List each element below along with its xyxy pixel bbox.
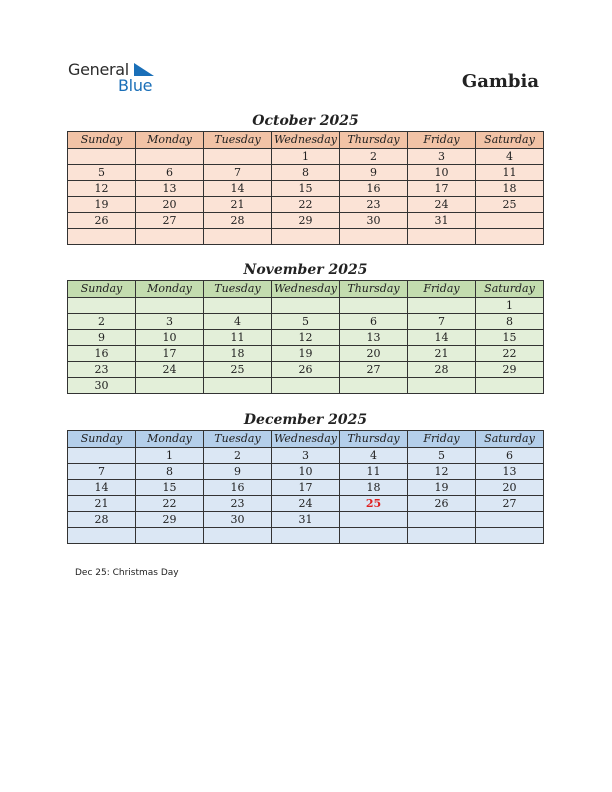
weekday-header: Wednesday (272, 431, 340, 448)
weekday-header: Tuesday (204, 132, 272, 149)
day-cell: 21 (204, 197, 272, 213)
country-title: Gambia (461, 71, 539, 92)
week-row (68, 181, 544, 197)
day-cell: 23 (68, 362, 136, 378)
day-cell: 17 (408, 181, 476, 197)
day-cell: 14 (68, 480, 136, 496)
day-cell: 20 (476, 480, 544, 496)
month-title: December 2025 (243, 412, 368, 428)
day-cell: 23 (340, 197, 408, 213)
day-cell (136, 298, 204, 314)
day-cell: 15 (136, 480, 204, 496)
week-row (68, 512, 544, 528)
day-cell: 1 (272, 149, 340, 165)
day-cell (204, 229, 272, 245)
week-row (68, 362, 544, 378)
weekday-header: Wednesday (272, 132, 340, 149)
day-cell: 13 (476, 464, 544, 480)
day-cell: 20 (136, 197, 204, 213)
day-cell: 10 (272, 464, 340, 480)
day-cell (408, 229, 476, 245)
day-cell: 22 (476, 346, 544, 362)
day-cell: 6 (136, 165, 204, 181)
day-cell: 18 (340, 480, 408, 496)
day-cell: 8 (272, 165, 340, 181)
day-cell: 15 (476, 330, 544, 346)
day-cell: 4 (476, 149, 544, 165)
brand-name-general: General (68, 60, 129, 79)
day-cell (68, 149, 136, 165)
weekday-header-row (68, 132, 544, 149)
weekday-header: Friday (408, 281, 476, 298)
day-cell (136, 528, 204, 544)
weekday-header: Friday (408, 431, 476, 448)
day-cell: 1 (476, 298, 544, 314)
day-cell: 5 (68, 165, 136, 181)
weekday-header: Thursday (340, 431, 408, 448)
day-cell: 31 (408, 213, 476, 229)
calendar-grid (67, 430, 544, 544)
day-cell (68, 448, 136, 464)
day-cell: 19 (408, 480, 476, 496)
brand-name-blue: Blue (118, 76, 153, 95)
day-cell (340, 229, 408, 245)
day-cell: 28 (68, 512, 136, 528)
day-cell: 26 (272, 362, 340, 378)
day-cell: 30 (204, 512, 272, 528)
holiday-note: Dec 25: Christmas Day (75, 568, 179, 578)
day-cell (204, 378, 272, 394)
day-cell (408, 512, 476, 528)
day-cell (204, 149, 272, 165)
day-cell: 2 (68, 314, 136, 330)
day-cell: 28 (408, 362, 476, 378)
month-title: November 2025 (243, 262, 368, 278)
day-cell: 26 (68, 213, 136, 229)
weekday-header: Sunday (68, 281, 136, 298)
day-cell (476, 528, 544, 544)
day-cell (408, 528, 476, 544)
day-cell: 6 (476, 448, 544, 464)
weekday-header: Wednesday (272, 281, 340, 298)
day-cell (408, 378, 476, 394)
calendar-grid (67, 280, 544, 394)
week-row (68, 298, 544, 314)
day-cell: 24 (136, 362, 204, 378)
weekday-header: Sunday (68, 431, 136, 448)
weekday-header-row (68, 281, 544, 298)
day-cell: 22 (136, 496, 204, 512)
day-cell (136, 149, 204, 165)
day-cell (408, 298, 476, 314)
day-cell: 21 (68, 496, 136, 512)
week-row (68, 229, 544, 245)
day-cell: 7 (408, 314, 476, 330)
day-cell (272, 298, 340, 314)
day-cell: 10 (136, 330, 204, 346)
day-cell: 13 (136, 181, 204, 197)
day-cell: 11 (476, 165, 544, 181)
day-cell: 14 (408, 330, 476, 346)
weekday-header: Saturday (476, 132, 544, 149)
day-cell: 26 (408, 496, 476, 512)
day-cell (340, 512, 408, 528)
day-cell: 6 (340, 314, 408, 330)
day-cell: 22 (272, 197, 340, 213)
day-cell (272, 378, 340, 394)
day-cell: 16 (204, 480, 272, 496)
week-row (68, 464, 544, 480)
week-row (68, 496, 544, 512)
day-cell (476, 378, 544, 394)
day-cell (68, 298, 136, 314)
day-cell: 7 (204, 165, 272, 181)
day-cell: 25 (476, 197, 544, 213)
day-cell: 18 (476, 181, 544, 197)
day-cell: 28 (204, 213, 272, 229)
day-cell: 11 (340, 464, 408, 480)
day-cell: 12 (68, 181, 136, 197)
day-cell: 17 (136, 346, 204, 362)
month-title: October 2025 (252, 113, 359, 129)
week-row (68, 448, 544, 464)
month-november (67, 260, 544, 394)
weekday-header: Thursday (340, 132, 408, 149)
day-cell: 24 (408, 197, 476, 213)
calendar-body (68, 448, 544, 544)
day-cell: 3 (408, 149, 476, 165)
day-cell: 2 (204, 448, 272, 464)
day-cell: 4 (340, 448, 408, 464)
day-cell (272, 528, 340, 544)
week-row (68, 213, 544, 229)
day-cell (136, 229, 204, 245)
weekday-header: Monday (136, 281, 204, 298)
week-row (68, 480, 544, 496)
day-cell (340, 378, 408, 394)
day-cell: 11 (204, 330, 272, 346)
day-cell (204, 528, 272, 544)
weekday-header: Tuesday (204, 431, 272, 448)
day-cell: 12 (272, 330, 340, 346)
day-cell: 8 (136, 464, 204, 480)
day-cell: 16 (340, 181, 408, 197)
day-cell: 1 (136, 448, 204, 464)
day-cell (340, 528, 408, 544)
day-cell: 20 (340, 346, 408, 362)
weekday-header: Monday (136, 132, 204, 149)
day-cell: 18 (204, 346, 272, 362)
day-cell (476, 512, 544, 528)
calendar-body (68, 149, 544, 245)
weekday-header: Saturday (476, 431, 544, 448)
week-row (68, 378, 544, 394)
day-cell (136, 378, 204, 394)
week-row (68, 165, 544, 181)
day-cell: 13 (340, 330, 408, 346)
day-cell: 30 (340, 213, 408, 229)
month-october (67, 111, 544, 245)
day-cell: 9 (340, 165, 408, 181)
day-cell: 2 (340, 149, 408, 165)
week-row (68, 197, 544, 213)
weekday-header-row (68, 431, 544, 448)
day-cell: 29 (272, 213, 340, 229)
weekday-header: Friday (408, 132, 476, 149)
day-cell: 12 (408, 464, 476, 480)
week-row (68, 330, 544, 346)
day-cell: 17 (272, 480, 340, 496)
weekday-header: Saturday (476, 281, 544, 298)
day-cell: 21 (408, 346, 476, 362)
day-cell: 29 (476, 362, 544, 378)
day-cell: 9 (204, 464, 272, 480)
day-cell: 8 (476, 314, 544, 330)
day-cell (476, 229, 544, 245)
day-cell (204, 298, 272, 314)
week-row (68, 528, 544, 544)
week-row (68, 346, 544, 362)
day-cell: 27 (476, 496, 544, 512)
brand-logo (68, 60, 168, 96)
day-cell (68, 528, 136, 544)
day-cell: 5 (408, 448, 476, 464)
day-cell: 9 (68, 330, 136, 346)
day-cell: 7 (68, 464, 136, 480)
day-cell: 24 (272, 496, 340, 512)
calendar-body (68, 298, 544, 394)
day-cell: 3 (136, 314, 204, 330)
weekday-header: Monday (136, 431, 204, 448)
day-cell: 19 (272, 346, 340, 362)
day-cell (272, 229, 340, 245)
day-cell: 14 (204, 181, 272, 197)
week-row (68, 314, 544, 330)
day-cell: 23 (204, 496, 272, 512)
calendar-grid (67, 131, 544, 245)
day-cell: 4 (204, 314, 272, 330)
day-cell: 27 (340, 362, 408, 378)
day-cell: 27 (136, 213, 204, 229)
day-cell: 10 (408, 165, 476, 181)
month-december (67, 410, 544, 544)
weekday-header: Tuesday (204, 281, 272, 298)
day-cell: 29 (136, 512, 204, 528)
day-cell: 3 (272, 448, 340, 464)
weekday-header: Sunday (68, 132, 136, 149)
day-cell: 30 (68, 378, 136, 394)
day-cell: 19 (68, 197, 136, 213)
weekday-header: Thursday (340, 281, 408, 298)
day-cell: 31 (272, 512, 340, 528)
day-cell (476, 213, 544, 229)
week-row (68, 149, 544, 165)
day-cell: 16 (68, 346, 136, 362)
day-cell (340, 298, 408, 314)
day-cell (68, 229, 136, 245)
day-cell: 5 (272, 314, 340, 330)
day-cell: 25 (340, 496, 408, 512)
day-cell: 15 (272, 181, 340, 197)
day-cell: 25 (204, 362, 272, 378)
